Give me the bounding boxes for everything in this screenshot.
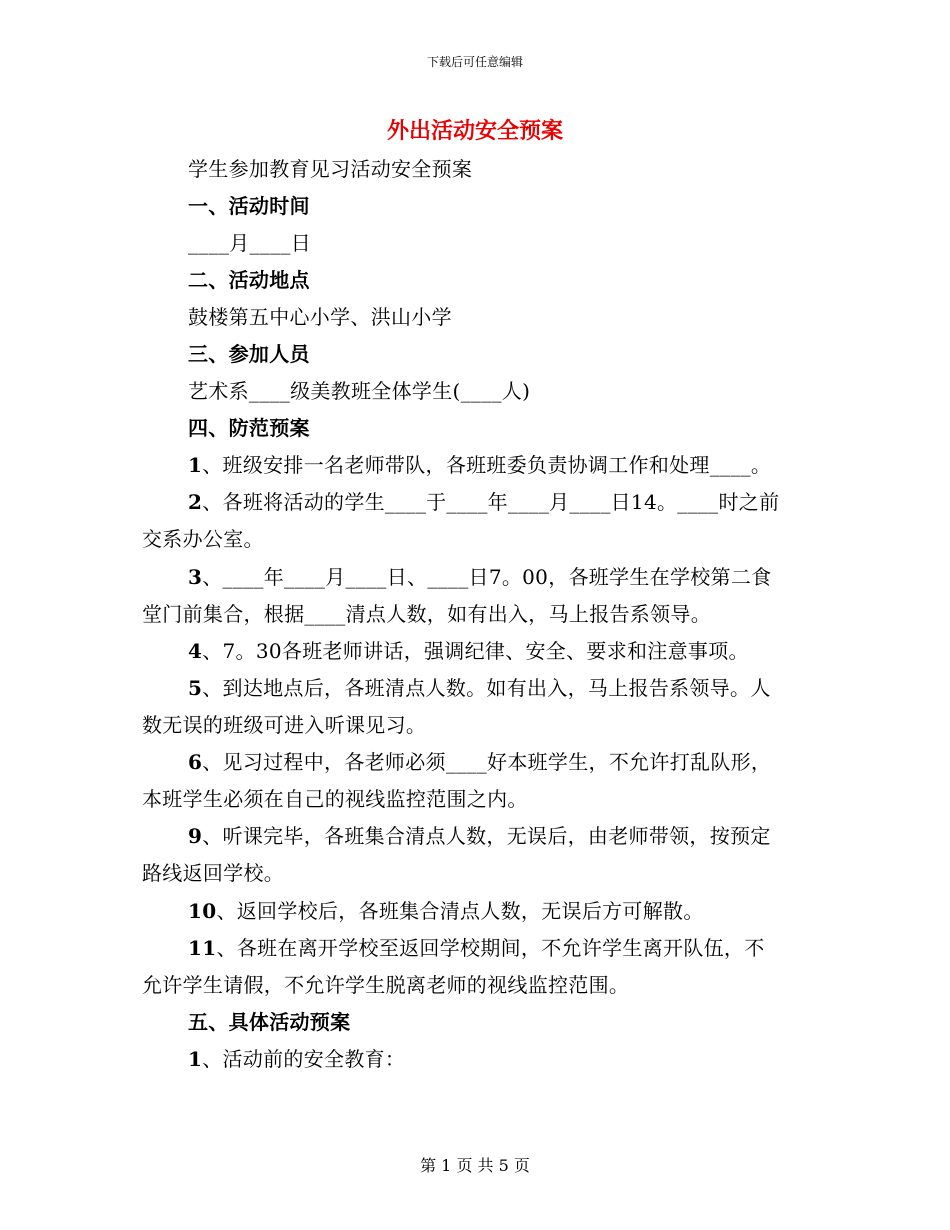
paragraph-text: 、听课完毕，各班集合清点人数，无误后，由老师带领，按预定 (202, 824, 771, 848)
paragraph-6 (188, 747, 858, 777)
paragraph-number: 3 (188, 565, 203, 589)
paragraph-text: 、____年____月____日、____日7。00，各班学生在学校第二食 (202, 565, 772, 589)
paragraph-2-continued: 交系办公室。 (142, 527, 264, 551)
paragraph-11 (188, 933, 858, 963)
paragraph-number: 10 (188, 899, 217, 923)
paragraph-number: 5 (188, 676, 203, 700)
page-footer: 第 1 页 共 5 页 (420, 1156, 530, 1175)
paragraph-6-continued: 本班学生必须在自己的视线监控范围之内。 (142, 787, 528, 811)
paragraph-text: 、活动前的安全教育： (202, 1047, 406, 1071)
paragraph-3-continued: 堂门前集合，根据____清点人数，如有出入，马上报告系领导。 (142, 602, 711, 626)
section-heading-prevention: 四、防范预案 (188, 416, 310, 440)
paragraph-text: 、各班在离开学校至返回学校期间，不允许学生离开队伍，不 (216, 936, 765, 960)
paragraph-number: 2 (188, 490, 203, 514)
paragraph-9-continued: 路线返回学校。 (142, 861, 285, 885)
paragraph-10 (188, 896, 858, 926)
paragraph-9 (188, 821, 858, 851)
paragraph-number: 11 (188, 936, 217, 960)
section-heading-location: 二、活动地点 (188, 268, 310, 292)
paragraph-text: 、7。30各班老师讲话，强调纪律、安全、要求和注意事项。 (202, 639, 749, 663)
paragraph-3 (188, 562, 858, 592)
paragraph-number: 9 (188, 824, 203, 848)
section-body-time: ____月____日 (188, 231, 311, 255)
paragraph-5-continued: 数无误的班级可进入听课见习。 (142, 713, 427, 737)
paragraph-text: 、班级安排一名老师带队，各班班委负责协调工作和处理____。 (202, 453, 772, 477)
paragraph-4 (188, 636, 858, 666)
section-body-location: 鼓楼第五中心小学、洪山小学 (188, 305, 452, 329)
section-body-participants: 艺术系____级美教班全体学生(____人) (188, 379, 531, 403)
paragraph-text: 、到达地点后，各班清点人数。如有出入，马上报告系领导。人 (202, 676, 771, 700)
section-5-paragraph-1 (188, 1044, 858, 1074)
paragraph-number: 1 (188, 1047, 203, 1071)
paragraph-1 (188, 450, 858, 480)
paragraph-11-continued: 允许学生请假，不允许学生脱离老师的视线监控范围。 (142, 973, 630, 997)
page-header: 下载后可任意编辑 (426, 55, 523, 69)
section-heading-specific-plans: 五、具体活动预案 (188, 1010, 351, 1034)
paragraph-number: 6 (188, 750, 203, 774)
paragraph-text: 、见习过程中，各老师必须____好本班学生，不允许打乱队形， (202, 750, 772, 774)
document-subtitle: 学生参加教育见习活动安全预案 (188, 157, 473, 181)
paragraph-5 (188, 673, 858, 703)
paragraph-text: 、各班将活动的学生____于____年____月____日14。____时之前 (202, 490, 780, 514)
section-heading-time: 一、活动时间 (188, 194, 310, 218)
section-heading-participants: 三、参加人员 (188, 342, 310, 366)
paragraph-number: 4 (188, 639, 203, 663)
paragraph-2 (188, 487, 858, 517)
document-title: 外出活动安全预案 (386, 118, 563, 144)
paragraph-text: 、返回学校后，各班集合清点人数，无误后方可解散。 (216, 899, 704, 923)
paragraph-number: 1 (188, 453, 203, 477)
